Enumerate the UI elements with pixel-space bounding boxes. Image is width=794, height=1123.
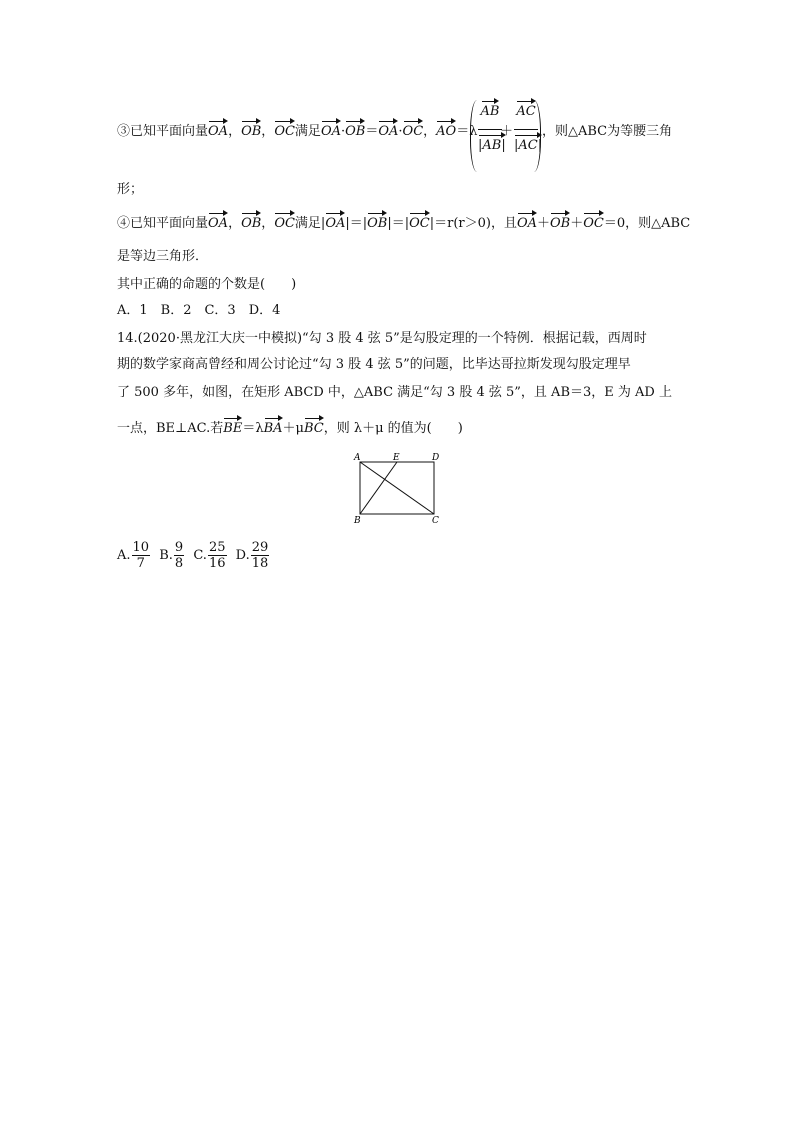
- equals-sign: ＝: [365, 124, 379, 139]
- item3-line1: [117, 123, 477, 141]
- plus-sign: ＋: [570, 216, 584, 231]
- q14-line1: 14.(2020·黑龙江大庆一中模拟)“勾 3 股 4 弦 5”是勾股定理的一个特例．根据记载，西周时: [117, 331, 647, 346]
- answer-a: [117, 540, 155, 571]
- numerator: 25: [208, 540, 226, 555]
- left-big-paren: [470, 100, 477, 172]
- text: 满足: [294, 124, 321, 139]
- fraction-ab: [478, 103, 506, 155]
- vector-oa: OA: [208, 216, 229, 231]
- numerator: 29: [251, 540, 269, 555]
- question-13-options: A．1 B．2 C．3 D．4: [117, 303, 281, 318]
- item4-prefix: ④已知平面向量: [117, 216, 209, 231]
- fraction: [132, 540, 151, 571]
- vector-ab: AB: [480, 104, 500, 119]
- vector-oc: OC: [274, 216, 295, 231]
- label-a: A: [354, 453, 361, 463]
- label-e: E: [393, 453, 400, 463]
- item3-tail: ，则△ABC为等腰三角: [542, 124, 673, 139]
- plus-mu: ＋μ: [282, 421, 304, 436]
- dot-operator: ·: [398, 124, 403, 139]
- text: |＝r(r＞0)，且: [429, 216, 517, 231]
- answer-letter: C.: [193, 548, 207, 563]
- vector-ob: OB: [367, 216, 388, 231]
- diagonal-ac: [360, 462, 434, 514]
- answer-letter: D.: [235, 548, 250, 563]
- vector-oa: OA: [516, 216, 537, 231]
- denominator: 8: [174, 556, 184, 571]
- vector-oc: OC: [274, 124, 295, 139]
- vector-oc: OC: [583, 216, 604, 231]
- fraction-bar: [478, 129, 502, 130]
- separator: ，: [228, 216, 242, 231]
- text: ＝0，则△ABC: [603, 216, 691, 231]
- vector-be: BE: [223, 421, 243, 436]
- vector-oc: OC: [402, 124, 424, 139]
- fraction: [251, 540, 270, 571]
- separator: ，: [423, 124, 437, 139]
- numerator: 10: [132, 540, 150, 555]
- vector-oa: OA: [320, 124, 341, 139]
- vector-ob: OB: [345, 124, 366, 139]
- vector-ob: OB: [550, 216, 571, 231]
- answer-letter: B.: [159, 548, 173, 563]
- label-b: B: [354, 516, 361, 526]
- denominator: 16: [208, 556, 226, 571]
- fraction: [208, 540, 227, 571]
- vector-ab-magnitude: |AB|: [478, 138, 506, 153]
- vector-ao: AO: [436, 124, 457, 139]
- text: |＝|: [387, 216, 410, 231]
- question-13-prompt: 其中正确的命题的个数是( ): [117, 277, 297, 292]
- answer-options: [117, 540, 270, 571]
- dot-operator: ·: [340, 124, 346, 139]
- separator: ，: [261, 124, 275, 139]
- vector-oa: OA: [325, 216, 346, 231]
- rectangle-figure: [350, 450, 450, 530]
- denominator: 18: [251, 556, 269, 571]
- vector-oa: OA: [208, 124, 229, 139]
- denominator: 7: [136, 556, 145, 571]
- plus-sign: ＋: [537, 216, 551, 231]
- text: 一点，BE⊥AC.若: [117, 421, 224, 436]
- answer-b: [159, 540, 189, 571]
- item4-line2: 是等边三角形．: [117, 249, 209, 264]
- vector-ac-magnitude: |AC|: [514, 138, 543, 153]
- segment-be: [360, 462, 397, 514]
- equals-lambda: ＝λ: [242, 421, 264, 436]
- answer-letter: A.: [117, 548, 131, 563]
- item4-line1: [117, 215, 690, 233]
- answer-c: [193, 540, 231, 571]
- plus-sign: ＋: [500, 124, 514, 139]
- fraction: [174, 540, 184, 571]
- text: 满足|: [294, 216, 326, 231]
- vector-ob: OB: [241, 216, 262, 231]
- vector-ba: BA: [263, 421, 283, 436]
- item3-prefix: ③已知平面向量: [117, 124, 209, 139]
- numerator: 9: [174, 540, 184, 555]
- label-c: C: [432, 516, 439, 526]
- vector-oc: OC: [409, 216, 430, 231]
- right-big-paren: [534, 100, 541, 172]
- q14-line4: [117, 420, 463, 438]
- text: |＝|: [345, 216, 368, 231]
- separator: ，: [228, 124, 242, 139]
- label-d: D: [432, 453, 440, 463]
- item3-line2: 形；: [117, 182, 144, 197]
- separator: ，: [261, 216, 275, 231]
- vector-oa: OA: [378, 124, 399, 139]
- equals-lambda: ＝λ: [456, 124, 478, 139]
- q14-line3: 了 500 多年，如图，在矩形 ABCD 中，△ABC 满足“勾 3 股 4 弦 5”，且 AB＝3，E 为 AD 上: [117, 385, 672, 400]
- vector-ac: AC: [516, 104, 536, 119]
- vector-ob: OB: [241, 124, 262, 139]
- vector-bc: BC: [303, 421, 324, 436]
- answer-d: [235, 540, 271, 571]
- q14-line2: 期的数学家商高曾经和周公讨论过“勾 3 股 4 弦 5”的问题，比毕达哥拉斯发现勾股定理早: [117, 357, 631, 372]
- text: ，则 λ＋μ 的值为( ): [323, 421, 463, 436]
